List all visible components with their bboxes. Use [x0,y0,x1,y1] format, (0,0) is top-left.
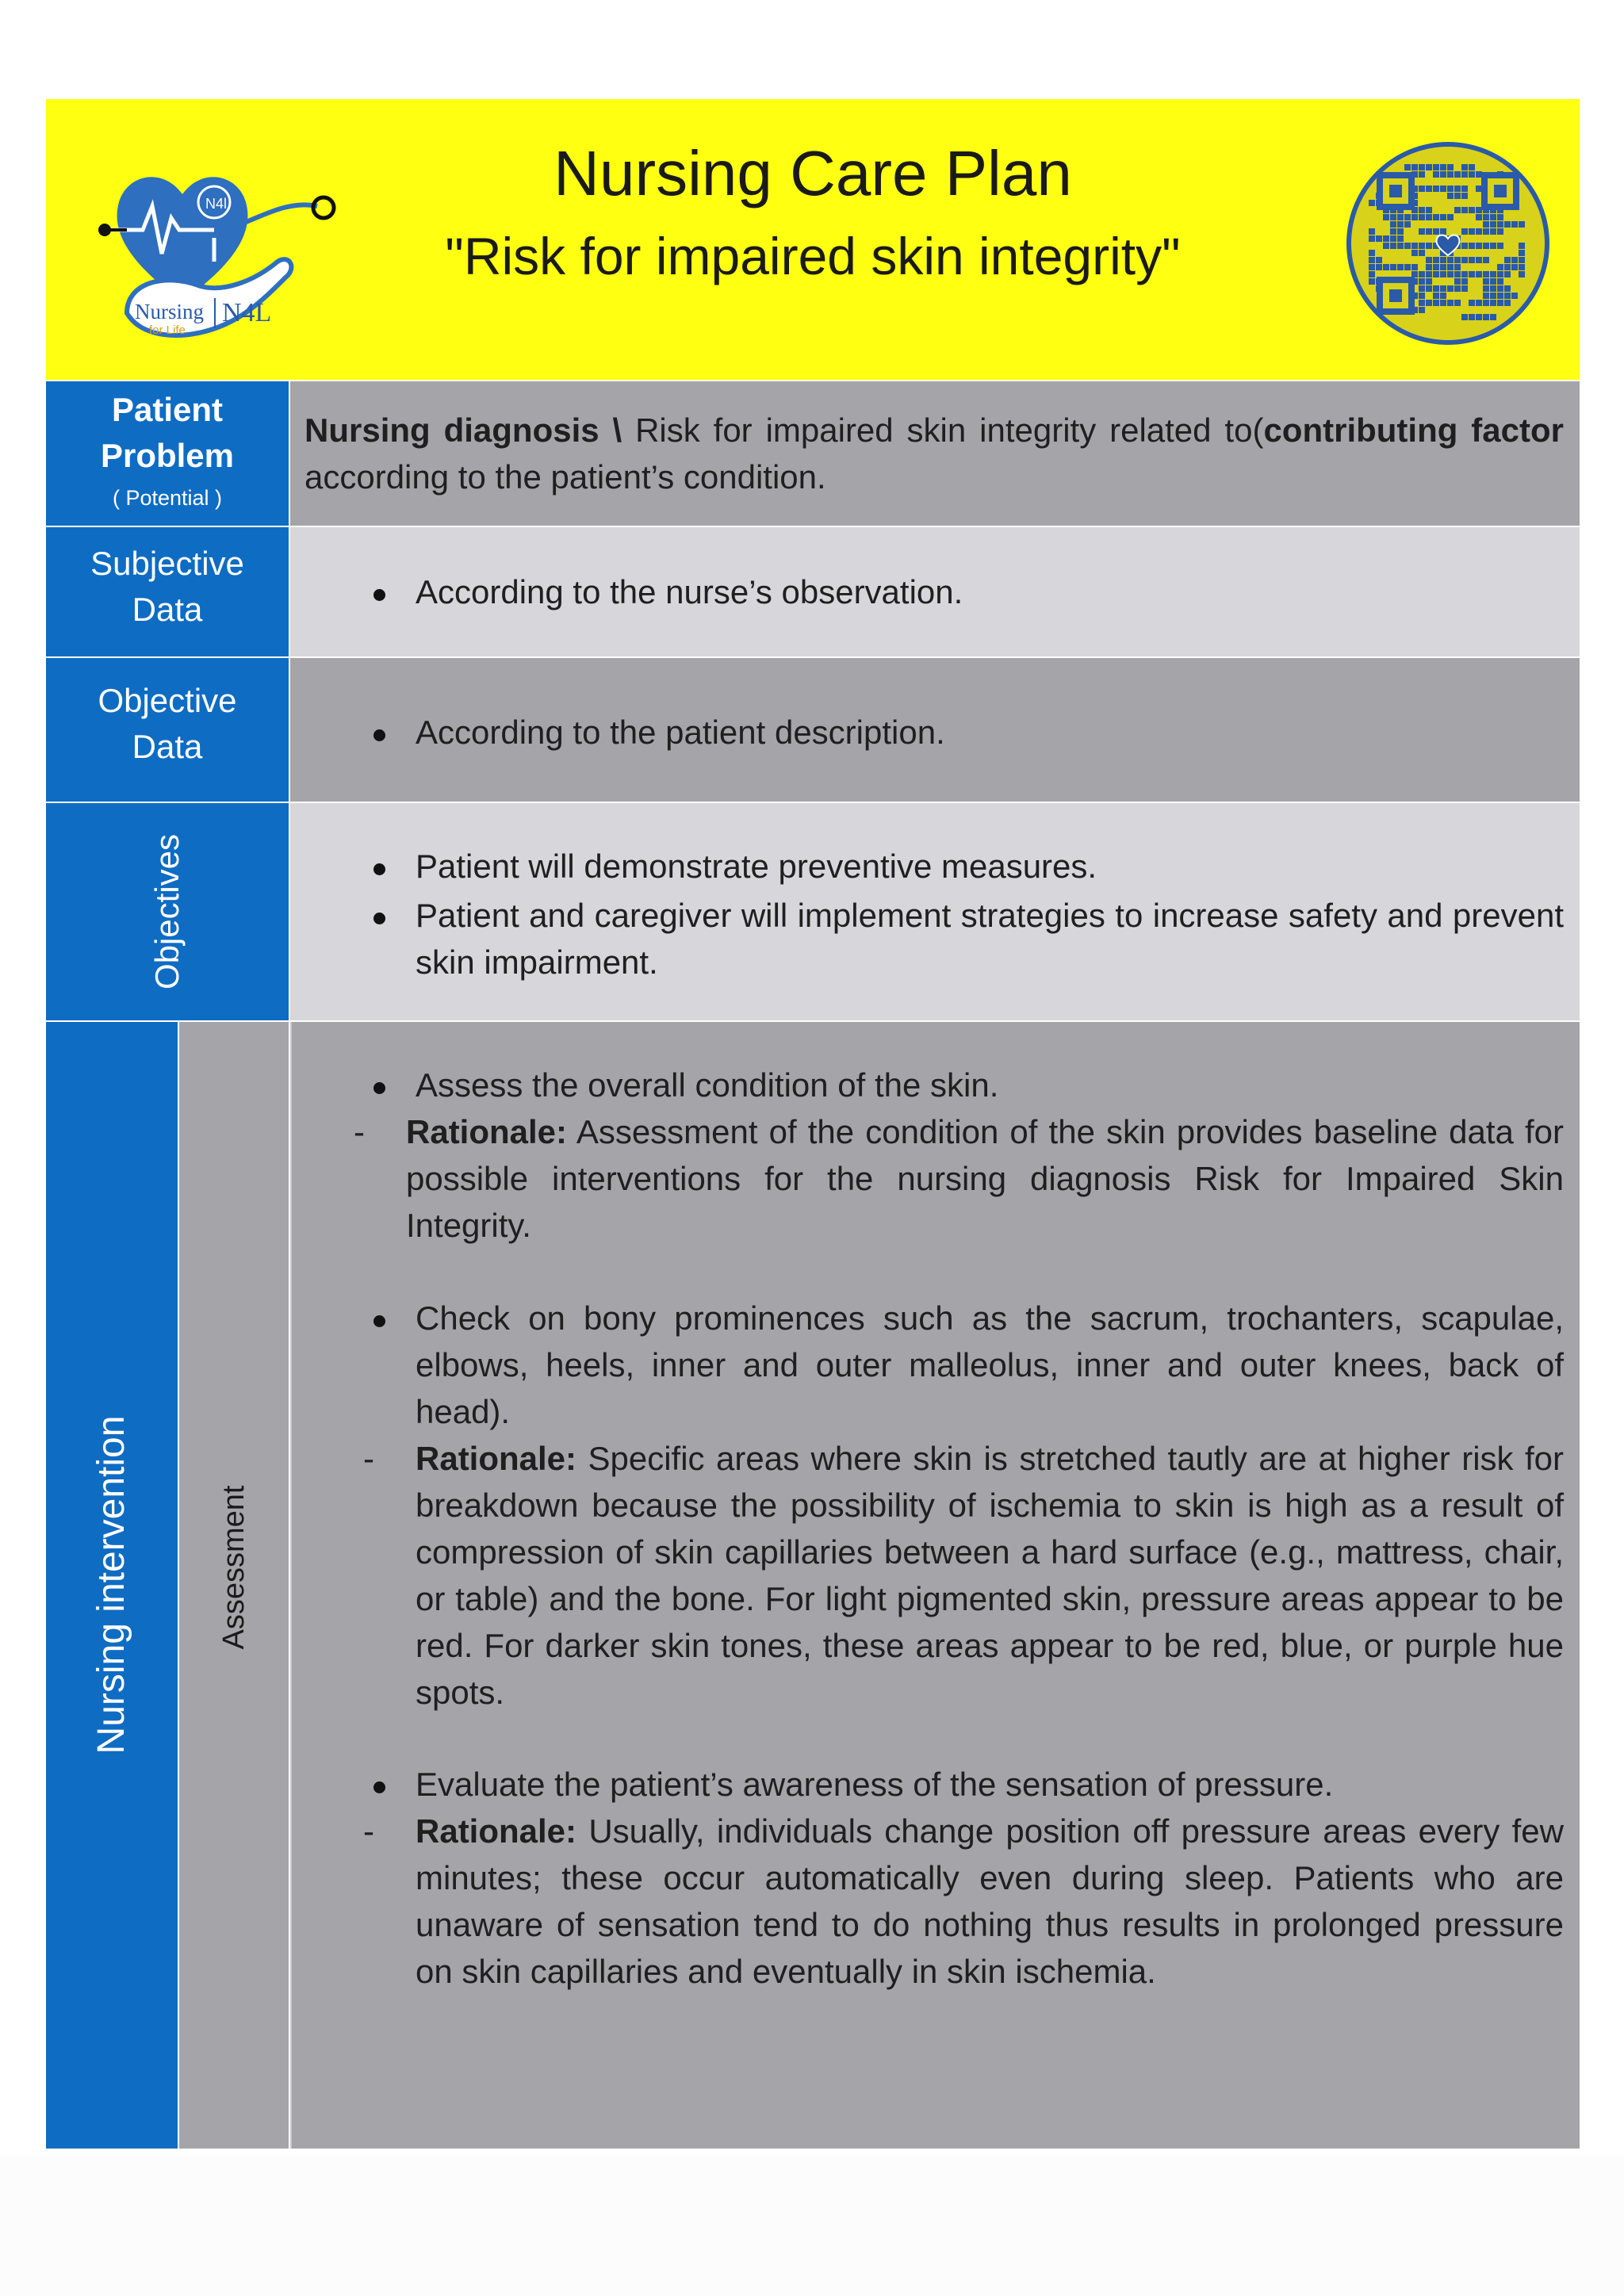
qr-module [1504,300,1511,306]
qr-module [1419,278,1425,285]
qr-module [1519,264,1525,270]
qr-module [1426,257,1432,263]
intervention-rationale-1 [406,1108,1564,1249]
qr-module [1461,257,1468,263]
qr-module [1369,278,1375,285]
qr-module [1519,250,1525,256]
objective-goal-1: Patient will demonstrate preventive measures. [416,848,1097,885]
qr-module [1483,228,1489,235]
qr-module [1419,243,1425,249]
qr-module [1397,214,1404,220]
qr-module [1433,186,1439,192]
qr-module [1397,228,1404,235]
dash-marker: - [363,1440,374,1477]
page-bottom-band [0,2156,1624,2296]
qr-module [1433,257,1439,263]
objective-item: According to the patient description. [416,714,945,751]
qr-module [1411,243,1418,249]
intervention-action-2: Check on bony prominences such as the sacrum, trochanters, scapulae, elbows, heels, inner and outer malleolus, inner and outer knees, back of head). [416,1299,1564,1430]
qr-module [1454,278,1461,285]
qr-module [1504,264,1511,270]
qr-module [1426,164,1432,170]
qr-module [1440,271,1446,277]
qr-module [1483,300,1489,306]
qr-module [1490,221,1496,228]
qr-module [1461,314,1468,320]
qr-module [1483,314,1489,320]
rationale-text: Usually, individuals change position off pressure areas every few minutes; these occur automatically even during sleep. Patients who are unaware of sensation tend to do nothing thus results in prolonged pressure on skin capillaries and eventually in skin ischemia. [416,1812,1564,1990]
qr-module [1490,285,1496,292]
logo-mark: N4L [214,298,271,328]
qr-module [1411,264,1418,270]
qr-module [1469,271,1475,277]
qr-module [1469,228,1475,235]
qr-module [1447,257,1454,263]
label-nursing-intervention [46,1022,178,2149]
cell-subjective-data [290,527,1580,656]
qr-module [1476,228,1482,235]
qr-module [1504,285,1511,292]
qr-module [1483,271,1489,277]
qr-module [1440,214,1446,220]
dash-marker: - [363,1812,374,1850]
qr-module [1461,285,1468,292]
bullet-dot [373,1315,385,1327]
label-patient-problem [46,381,289,526]
qr-module [1497,214,1503,220]
logo-tagline: for Life [149,323,186,337]
qr-module [1461,228,1468,235]
qr-module [1397,243,1404,249]
qr-module [1454,285,1461,292]
qr-module [1454,207,1461,213]
qr-module [1404,264,1411,270]
row-nursing-intervention [46,1022,1580,2149]
qr-module [1426,271,1432,277]
qr-module [1447,264,1454,270]
cell-assessment-interventions [290,1022,1580,2149]
qr-module [1419,293,1425,299]
cell-objective-data [290,658,1580,802]
label-nursing-intervention-text: Nursing intervention [90,1415,132,1755]
qr-module [1426,300,1432,306]
qr-module [1461,207,1468,213]
intervention-action-3: Evaluate the patient’s awareness of the sensation of pressure. [416,1766,1334,1803]
row-objectives [46,803,1580,1020]
qr-module [1390,243,1396,249]
qr-module [1447,193,1454,199]
qr-module [1519,271,1525,277]
qr-module [1383,214,1389,220]
qr-module [1469,300,1475,306]
cell-nursing-diagnosis [290,381,1580,526]
qr-module [1411,250,1418,256]
qr-module [1419,271,1425,277]
bullet-dot [373,913,385,924]
qr-module [1497,285,1503,292]
diagnosis-bold-text: contributing factor [1263,411,1564,449]
page-title: Nursing Care Plan [553,138,1072,209]
qr-module [1476,314,1482,320]
qr-module [1397,264,1404,270]
label-assessment [179,1022,289,2149]
qr-module [1511,257,1518,263]
page-subtitle: "Risk for impaired skin integrity" [445,227,1181,285]
qr-module [1454,264,1461,270]
qr-module [1497,264,1503,270]
qr-module [1419,307,1425,313]
qr-module [1419,214,1425,220]
qr-module [1476,171,1482,178]
qr-module [1383,243,1389,249]
label-potential: ( Potential ) [112,486,223,510]
qr-module [1461,164,1468,170]
qr-module [1454,186,1461,192]
qr-module [1390,214,1396,220]
qr-module [1519,243,1525,249]
qr-module [1490,278,1496,285]
label-patient-line1: Patient [111,391,224,428]
qr-module [1454,271,1461,277]
qr-module [1497,243,1503,249]
qr-module [1390,235,1396,242]
objective-goal-2: Patient and caregiver will implement strategies to increase safety and prevent skin impairment. [416,897,1564,981]
cell-objectives [290,803,1580,1020]
qr-module [1404,243,1411,249]
qr-module [1483,278,1489,285]
qr-module [1383,264,1389,270]
qr-module [1369,200,1375,206]
qr-module [1404,164,1411,170]
qr-module [1476,186,1482,192]
label-objectives-text: Objectives [148,833,186,990]
qr-module [1390,264,1396,270]
qr-module [1511,221,1518,228]
bullet-dot [373,1781,385,1793]
qr-module [1490,271,1496,277]
qr-module [1454,257,1461,263]
qr-module [1433,171,1439,178]
qr-module [1447,285,1454,292]
qr-module [1369,271,1375,277]
qr-module [1369,257,1375,263]
qr-module [1447,171,1454,178]
qr-module [1411,164,1418,170]
qr-module [1419,186,1425,192]
qr-module [1447,300,1454,306]
qr-module [1497,221,1503,228]
bullet-dot [373,729,385,741]
label-subjective-data [46,527,289,656]
qr-module [1447,164,1454,170]
qr-module [1497,278,1503,285]
qr-module [1476,214,1482,220]
qr-module [1404,214,1411,220]
qr-module [1426,207,1432,213]
qr-module [1483,214,1489,220]
qr-module [1476,300,1482,306]
intervention-rationale-3 [416,1808,1564,1995]
qr-module [1497,271,1503,277]
qr-module [1426,186,1432,192]
diagnosis-text: Risk for impaired skin integrity related to( [635,411,1264,449]
qr-module [1497,300,1503,306]
qr-module [1490,228,1496,235]
qr-module [1447,271,1454,277]
qr-module [1397,221,1404,228]
qr-module [1497,293,1503,299]
qr-module [1426,264,1432,270]
qr-module [1426,285,1432,292]
qr-module [1504,221,1511,228]
subjective-item: According to the nurse’s observation. [416,573,963,610]
qr-code-icon [1345,140,1551,346]
qr-module [1511,264,1518,270]
qr-module [1519,221,1525,228]
qr-module [1483,285,1489,292]
qr-module [1426,228,1432,235]
qr-module [1433,214,1439,220]
qr-module [1497,228,1503,235]
qr-module [1461,271,1468,277]
diagnosis-rest-text: according to the patient’s condition. [304,458,826,496]
qr-module [1461,186,1468,192]
dash-marker: - [354,1113,365,1150]
qr-module [1426,243,1432,249]
qr-module [1483,293,1489,299]
qr-module [1376,235,1382,242]
qr-module [1419,228,1425,235]
qr-module [1440,164,1446,170]
label-problem-line2: Problem [100,437,235,474]
qr-module [1504,271,1511,277]
qr-module [1490,314,1496,320]
qr-module [1490,300,1496,306]
qr-module [1469,164,1475,170]
qr-module [1490,243,1496,249]
qr-module [1440,257,1446,263]
qr-module [1469,314,1475,320]
row-objective-data [46,658,1580,802]
qr-module [1476,257,1482,263]
qr-module [1476,207,1482,213]
rationale-label: Rationale: [416,1440,577,1477]
care-plan-sheet [46,99,1580,2152]
qr-module [1454,193,1461,199]
label-subjective-line1: Subjective [90,545,244,582]
qr-module [1376,257,1382,263]
qr-module [1461,171,1468,178]
qr-module [1369,250,1375,256]
qr-module [1476,243,1482,249]
qr-module [1461,278,1468,285]
logo-wordmark: Nursing [135,300,204,323]
qr-module [1447,214,1454,220]
intervention-action-1: Assess the overall condition of the skin. [416,1066,999,1104]
qr-module [1476,271,1482,277]
qr-module [1440,186,1446,192]
nursing-diagnosis-text [304,407,1564,500]
diagnosis-label: Nursing diagnosis \ [304,411,622,449]
qr-module [1433,164,1439,170]
row-patient-problem [46,381,1580,526]
qr-module [1469,243,1475,249]
qr-module [1469,171,1475,178]
qr-module [1469,207,1475,213]
qr-module [1454,300,1461,306]
label-objective-line2: Data [132,728,203,765]
qr-module [1469,257,1475,263]
qr-module [1411,214,1418,220]
label-objectives [46,803,289,1020]
qr-module [1419,164,1425,170]
qr-module [1504,293,1511,299]
qr-module [1397,235,1404,242]
qr-module [1369,235,1375,242]
header-banner [46,99,1580,380]
qr-module [1383,235,1389,242]
qr-module [1426,278,1432,285]
qr-module [1426,214,1432,220]
qr-module [1433,293,1439,299]
qr-module [1390,221,1396,228]
qr-module [1447,186,1454,192]
label-objective-line1: Objective [98,682,237,719]
qr-module [1483,243,1489,249]
qr-module [1511,293,1518,299]
qr-module [1454,171,1461,178]
qr-module [1490,293,1496,299]
qr-module [1433,271,1439,277]
bullet-dot [373,1082,385,1094]
qr-module [1376,264,1382,270]
qr-module [1440,293,1446,299]
qr-module [1519,257,1525,263]
qr-module [1440,228,1446,235]
qr-module [1461,243,1468,249]
rationale-label: Rationale: [416,1812,577,1850]
qr-module [1419,207,1425,213]
qr-module [1419,171,1425,178]
qr-module [1419,250,1425,256]
qr-module [1419,300,1425,306]
qr-module [1504,257,1511,263]
bullet-dot [373,863,385,875]
qr-module [1461,193,1468,199]
qr-module [1369,264,1375,270]
qr-module [1483,221,1489,228]
label-assessment-text: Assessment [217,1485,251,1650]
qr-module [1390,228,1396,235]
qr-module [1490,214,1496,220]
qr-module [1440,285,1446,292]
row-subjective-data [46,527,1580,656]
qr-module [1440,300,1446,306]
qr-module [1433,285,1439,292]
rationale-text: Specific areas where skin is stretched tautly are at higher risk for breakdown because the possibility of ischemia to skin is high as a result of compression of skin capillaries between a hard surface (e.g., mattress, chair, or table) and the bone. For light pigmented skin, pressure areas appear to be red. For darker skin tones, these areas appear to be red, blue, or purple hue spots. [416,1440,1565,1711]
qr-module [1440,264,1446,270]
qr-module [1433,264,1439,270]
qr-module [1483,257,1489,263]
qr-module [1404,221,1411,228]
qr-module [1419,285,1425,292]
qr-module [1433,228,1439,235]
qr-module [1440,171,1446,178]
intervention-rationale-2 [416,1435,1564,1716]
rationale-label: Rationale: [406,1113,568,1150]
label-subjective-line2: Data [132,591,203,628]
qr-module [1411,271,1418,277]
svg-text:N4l: N4l [205,196,228,212]
rationale-text: Assessment of the condition of the skin provides baseline data for possible interventions for the nursing diagnosis Risk for Impaired Skin Integrity. [406,1113,1564,1244]
qr-module [1369,228,1375,235]
qr-module [1433,300,1439,306]
bullet-dot [373,589,385,601]
